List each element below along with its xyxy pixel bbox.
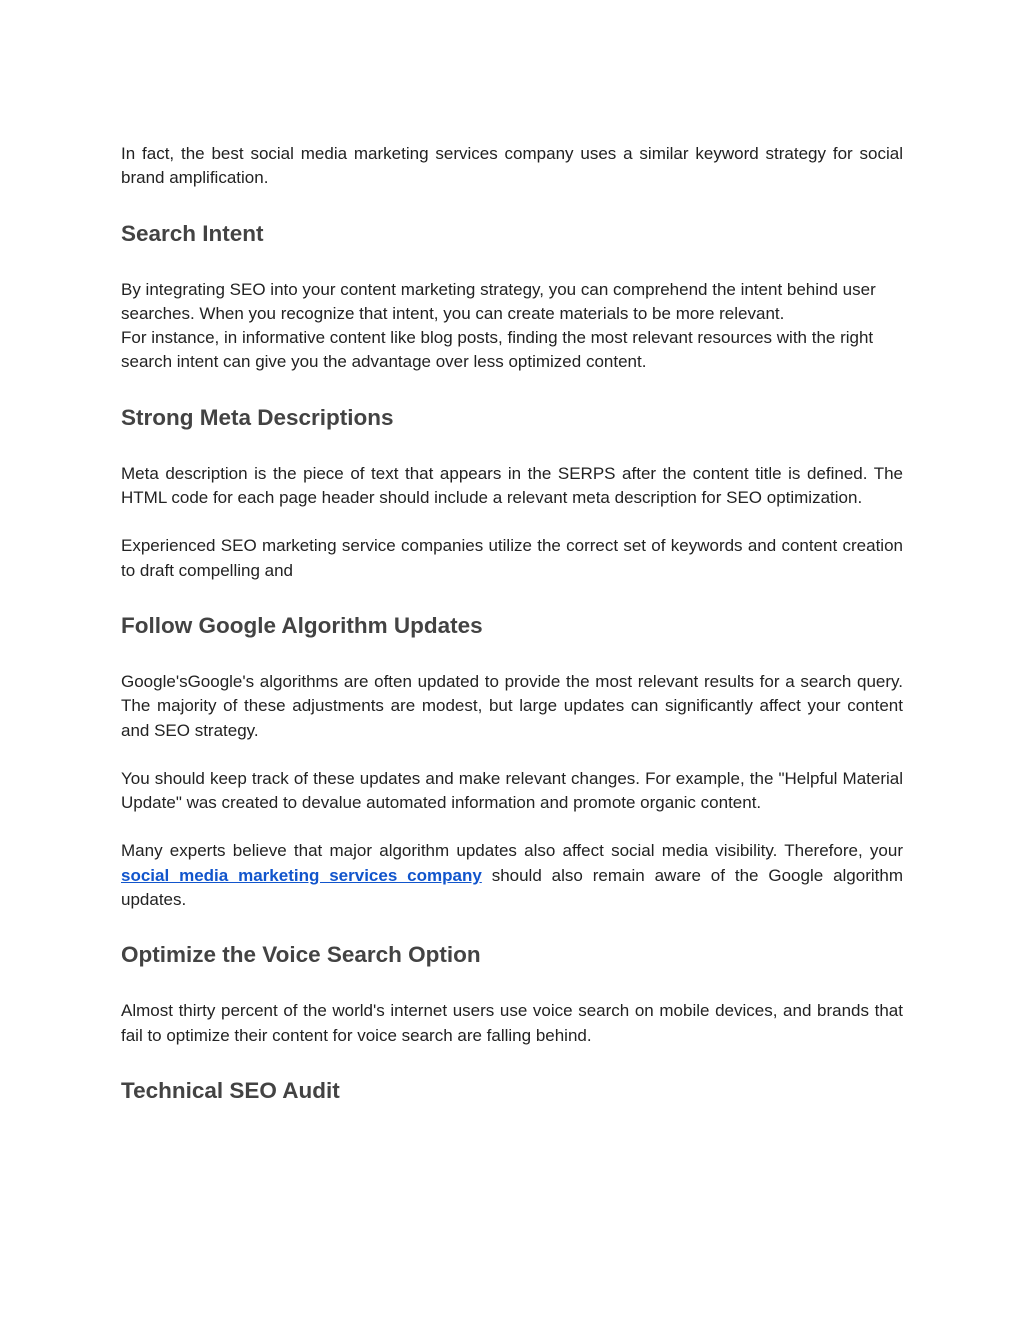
heading-search-intent: Search Intent bbox=[121, 220, 264, 246]
paragraph-text: Many experts believe that major algorithm updates also affect social media visibility. Therefore, your bbox=[121, 841, 903, 861]
algorithm-updates-paragraph-2: You should keep track of these updates and make relevant changes. For example, the "Helpful Material Update" was created to devalue automated information and promote organic content. bbox=[121, 768, 903, 813]
intro-paragraph: In fact, the best social media marketing services company uses a similar keyword strategy for social brand amplification. bbox=[121, 144, 903, 188]
heading-technical-seo-audit: Technical SEO Audit bbox=[121, 1077, 340, 1103]
algorithm-updates-paragraph-3 bbox=[121, 839, 903, 912]
search-intent-paragraph-2: For instance, in informative content like blog posts, finding the most relevant resources with the right search intent can give you the advantage over less optimized content. bbox=[121, 328, 874, 372]
algorithm-updates-paragraph-1: Google'sGoogle's algorithms are often updated to provide the most relevant results for a search query. The majority of these adjustments are modest, but large updates can significantly affect your content and SEO strategy. bbox=[121, 671, 903, 740]
voice-search-paragraph-1: Almost thirty percent of the world's internet users use voice search on mobile devices, and brands that fail to optimize their content for voice search are falling behind. bbox=[121, 1001, 903, 1045]
search-intent-paragraph-1: By integrating SEO into your content marketing strategy, you can comprehend the intent behind user searches. When you recognize that intent, you can create materials to be more relevant. bbox=[121, 279, 876, 323]
paragraph-text: should also remain aware of the Google algorithm updates. bbox=[121, 865, 903, 910]
meta-descriptions-paragraph-2: Experienced SEO marketing service companies utilize the correct set of keywords and content creation to draft compelling and bbox=[121, 536, 903, 580]
heading-optimize-voice-search-option: Optimize the Voice Search Option bbox=[121, 942, 481, 968]
heading-strong-meta-descriptions: Strong Meta Descriptions bbox=[121, 404, 394, 430]
document-page bbox=[121, 142, 903, 1105]
heading-follow-google-algorithm-updates: Follow Google Algorithm Updates bbox=[121, 612, 483, 638]
meta-descriptions-paragraph-1: Meta description is the piece of text that appears in the SERPS after the content title is defined. The HTML code for each page header should include a relevant meta description for SEO optimization. bbox=[121, 463, 903, 508]
social-media-marketing-services-company-link[interactable]: social media marketing services company bbox=[121, 865, 482, 885]
